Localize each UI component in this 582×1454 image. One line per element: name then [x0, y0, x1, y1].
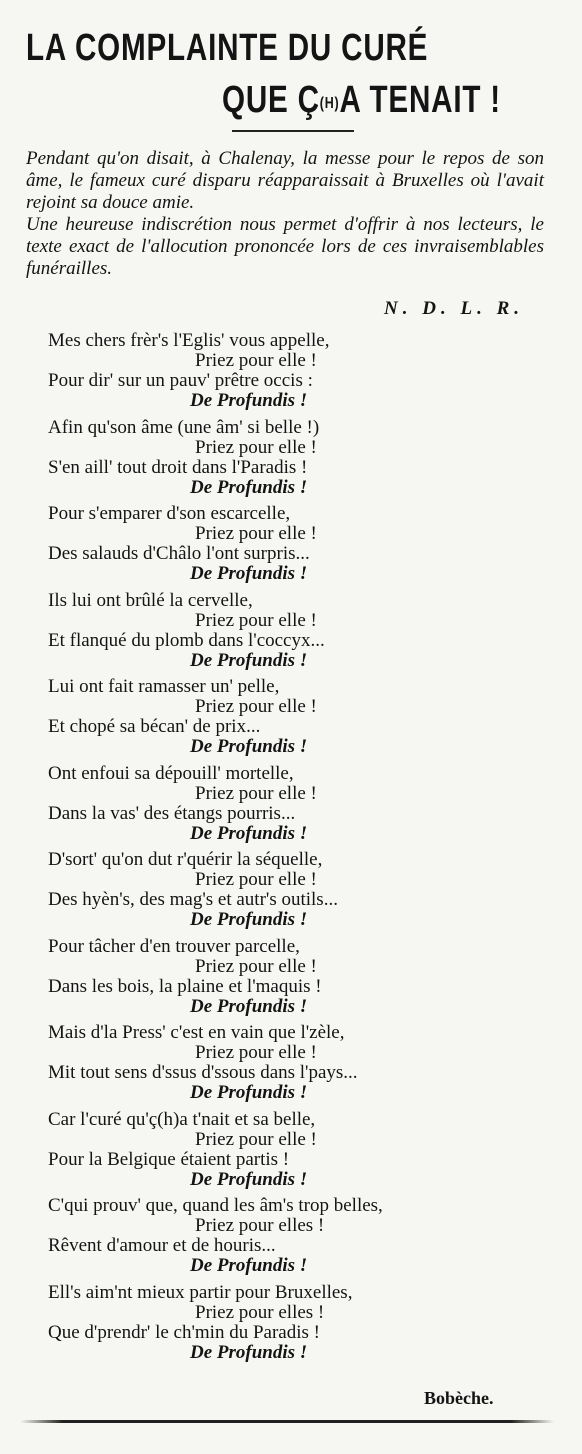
refrain-priez: Priez pour elle !	[195, 609, 317, 631]
refrain-de-profundis: De Profundis !	[190, 649, 308, 671]
refrain-priez: Priez pour elle !	[195, 1042, 317, 1063]
refrain-de-profundis: De Profundis !	[190, 995, 308, 1017]
verse-line: Ils lui ont brûlé la cervelle,	[48, 589, 253, 611]
verse-line: Lui ont fait ramasser un' pelle,	[48, 676, 280, 697]
stanza	[0, 1109, 582, 1196]
refrain-priez: Priez pour elle !	[195, 869, 317, 890]
headline-superscript: (H)	[319, 95, 340, 112]
verse-line: Et chopé sa bécan' de prix...	[48, 716, 261, 737]
stanza	[0, 676, 582, 763]
headline-part-a: QUE Ç	[222, 79, 320, 121]
editor-note-signature: N. D. L. R.	[384, 298, 524, 319]
poem	[0, 330, 582, 1368]
verse-line: Pour s'emparer d'son escarcelle,	[48, 503, 291, 524]
verse-line: Dans la vas' des étangs pourris...	[48, 802, 296, 824]
verse-line: Pour tâcher d'en trouver parcelle,	[48, 935, 300, 957]
refrain-de-profundis: De Profundis !	[190, 476, 308, 498]
stanza	[0, 590, 582, 677]
refrain-de-profundis: De Profundis !	[190, 909, 308, 930]
verse-line: D'sort' qu'on dut r'quérir la séquelle,	[48, 849, 323, 870]
stanza	[0, 763, 582, 850]
stanza	[0, 1022, 582, 1109]
headline-line-2	[222, 78, 501, 122]
verse-line: Des hyèn's, des mag's et autr's outils...	[48, 889, 338, 910]
refrain-de-profundis: De Profundis !	[190, 1255, 308, 1276]
editorial-intro	[26, 148, 544, 280]
refrain-priez: Priez pour elle !	[195, 696, 317, 717]
author-signature: Bobèche.	[424, 1388, 494, 1408]
verse-line: Pour la Belgique étaient partis !	[48, 1148, 290, 1170]
refrain-de-profundis: De Profundis !	[190, 1082, 308, 1103]
refrain-de-profundis: De Profundis !	[190, 563, 308, 584]
stanza	[0, 417, 582, 504]
refrain-de-profundis: De Profundis !	[190, 822, 308, 844]
verse-line: Car l'curé qu'ç(h)a t'nait et sa belle,	[48, 1108, 316, 1130]
verse-line: Mais d'la Press' c'est en vain que l'zèle,	[48, 1022, 345, 1043]
verse-line: C'qui prouv' que, quand les âm's trop belles,	[48, 1195, 383, 1216]
bottom-divider	[20, 1420, 554, 1423]
stanza	[0, 1195, 582, 1282]
verse-line: Et flanqué du plomb dans l'coccyx...	[48, 629, 325, 651]
refrain-priez: Priez pour elle !	[195, 436, 317, 458]
refrain-priez: Priez pour elle !	[195, 782, 317, 804]
refrain-priez: Priez pour elle !	[195, 955, 317, 977]
refrain-priez: Priez pour elle !	[195, 350, 317, 371]
refrain-priez: Priez pour elles !	[195, 1215, 325, 1236]
stanza	[0, 503, 582, 590]
verse-line: S'en aill' tout droit dans l'Paradis !	[48, 456, 308, 478]
stanza	[0, 849, 582, 936]
verse-line: Des salauds d'Châlo l'ont surpris...	[48, 543, 310, 564]
refrain-priez: Priez pour elle !	[195, 523, 317, 544]
verse-line: Mes chers frèr's l'Eglis' vous appelle,	[48, 330, 330, 351]
verse-line: Ont enfoui sa dépouill' mortelle,	[48, 762, 294, 784]
verse-line: Afin qu'son âme (une âm' si belle !)	[48, 416, 320, 438]
verse-line: Dans les bois, la plaine et l'maquis !	[48, 975, 322, 997]
intro-paragraph-1: Pendant qu'on disait, à Chalenay, la messe pour le repos de son âme, le fameux curé disparu réapparaissait à Bruxelles où l'avait rejoint sa douce amie.	[26, 148, 544, 213]
intro-paragraph-2: Une heureuse indiscrétion nous permet d'offrir à nos lecteurs, le texte exact de l'allocution prononcée lors de ces invraisemblables funérailles.	[26, 214, 544, 279]
verse-line: Ell's aim'nt mieux partir pour Bruxelles,	[48, 1281, 353, 1303]
verse-line: Mit tout sens d'ssus d'ssous dans l'pays...	[48, 1062, 358, 1083]
refrain-de-profundis: De Profundis !	[190, 1168, 308, 1190]
refrain-priez: Priez pour elles !	[195, 1301, 325, 1323]
verse-line: Rêvent d'amour et de houris...	[48, 1235, 276, 1256]
refrain-priez: Priez pour elle !	[195, 1128, 317, 1150]
verse-line: Pour dir' sur un pauv' prêtre occis :	[48, 370, 313, 391]
refrain-de-profundis: De Profundis !	[190, 390, 308, 411]
stanza	[0, 330, 582, 417]
refrain-de-profundis: De Profundis !	[190, 1341, 308, 1363]
verse-line: Que d'prendr' le ch'min du Paradis !	[48, 1321, 320, 1343]
title-divider	[232, 130, 354, 132]
headline-part-b: A TENAIT !	[339, 79, 501, 121]
stanza	[0, 1282, 582, 1369]
headline-line-1: LA COMPLAINTE DU CURÉ	[26, 27, 429, 69]
stanza	[0, 936, 582, 1023]
refrain-de-profundis: De Profundis !	[190, 736, 308, 757]
